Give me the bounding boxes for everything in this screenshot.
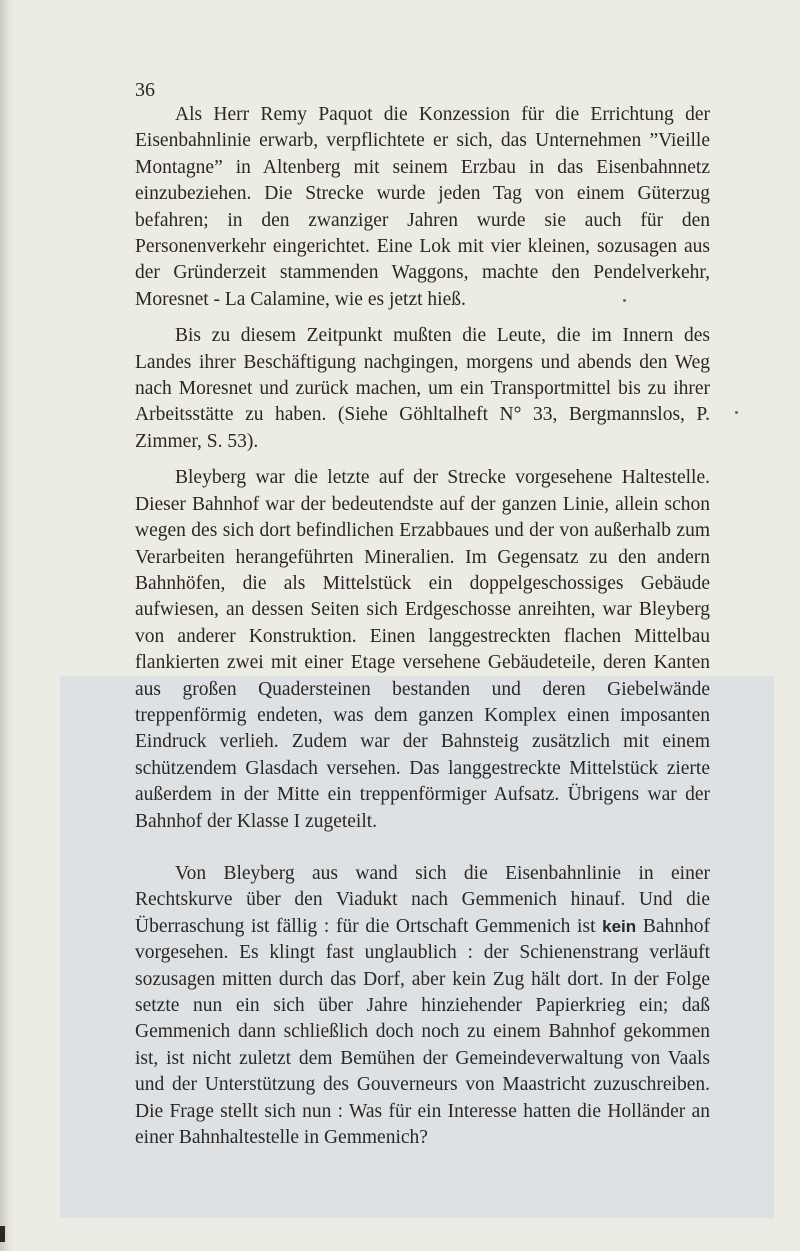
edge-mark [0,1226,5,1242]
paragraph [135,861,710,1151]
speck [735,411,738,414]
paragraph: Bleyberg war die letzte auf der Strecke vorgesehene Haltestelle. Dieser Bahnhof war der bedeutendste auf der ganzen Linie, allein schon wegen des sich dort befindlichen Erzabbaues und der von außerhalb zum Verarbeiten herangeführten Mineralien. Im Gegensatz zu den andern Bahnhöfen, die als Mittelstück ein doppelgeschossiges Gebäude aufwiesen, an dessen Seiten sich Erdgeschosse anreihten, war Bleyberg von anderer Konstruktion. Einen langgestreckten flachen Mittelbau flankierten zwei mit einer Etage versehene Gebäudeteile, deren Kanten aus großen Quadersteinen bestanden und deren Giebelwände treppenförmig endeten, was dem ganzen Komplex einen imposanten Eindruck verlieh. Zudem war der Bahnsteig zusätzlich mit einem schützendem Glasdach versehen. Das langgestreckte Mittelstück zierte außerdem in der Mitte ein treppenförmiger Aufsatz. Übrigens war der Bahnhof der Klasse I zugeteilt. [135,467,710,832]
paragraph-text: Bahnhof vorgesehen. Es klingt fast unglaublich : der Schienenstrang verläuft sozusagen mitten durch das Dorf, aber kein Zug hält dort. In der Folge setzte nun ein sich über Jahre hinziehender Papierkrieg ein; daß Gemmenich dann schließlich doch noch zu einem Bahnhof gekommen ist, ist nicht zuletzt dem Bemühen der Gemeindeverwaltung von Vaals und der Unterstützung des Gouverneurs von Maastricht zuzuschreiben. Die Frage stellt sich nun : Was für ein Interesse hatten die Holländer an einer Bahnhaltestelle in Gemmenich? [135,915,710,1149]
paragraph-text: Von Bleyberg aus wand sich die Eisenbahnlinie in einer Rechtskurve über den Viadukt nach Gemmenich hinauf. Und die Überraschung ist fällig : für die Ortschaft Gemmenich ist [135,862,710,937]
emphasis-word: kein [602,916,637,936]
paragraph: Als Herr Remy Paquot die Konzession für die Errichtung der Eisenbahnlinie erwarb, verpflichtete er sich, das Unternehmen ”Vieille Montagne” in Altenberg mit seinem Erzbau in das Eisenbahnnetz einzubeziehen. Die Strecke wurde jeden Tag von einem Güterzug befahren; in den zwanziger Jahren wurde sie auch für den Personenverkehr eingerichtet. Eine Lok mit vier kleinen, sozusagen aus der Gründerzeit stammenden Waggons, machte den Pendelverkehr, Moresnet - La Calamine, wie es jetzt hieß. [135,104,710,310]
page-number: 36 [135,79,155,101]
page-edge [0,0,14,1251]
body-text [135,100,710,1151]
paragraph: Bis zu diesem Zeitpunkt mußten die Leute, die im Innern des Landes ihrer Beschäftigung nachgingen, morgens und abends den Weg nach Moresnet und zurück machen, um ein Transportmittel bis zu ihrer Arbeitsstätte zu haben. (Siehe Göhltalheft N° 33, Bergmannslos, P. Zimmer, S. 53). [135,325,710,452]
